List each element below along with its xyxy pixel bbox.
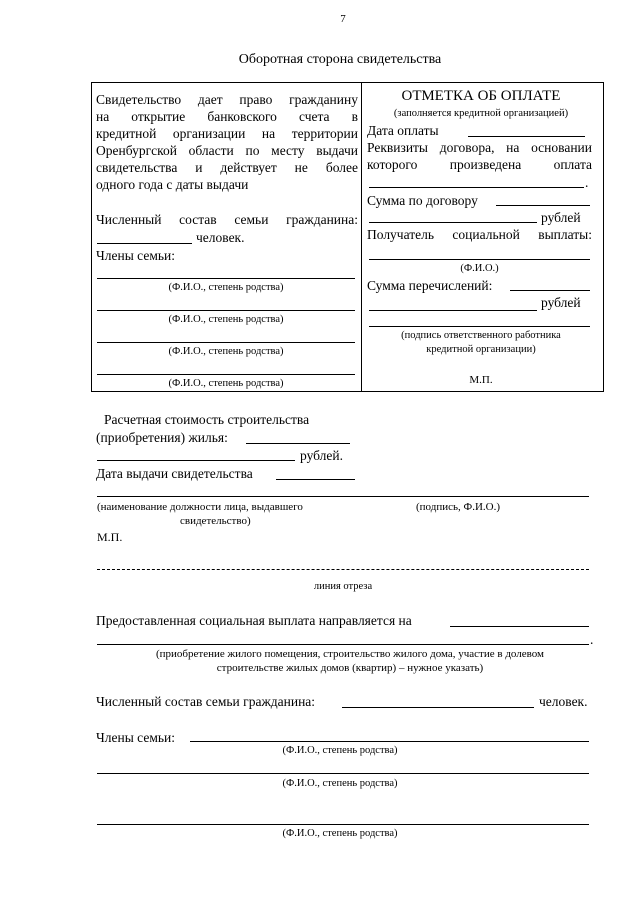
left-paragraph-line: Оренбургской области по месту выдачи [96, 143, 358, 158]
page-number: 7 [340, 13, 346, 25]
left-paragraph-line: одного года с даты выдачи [96, 177, 249, 192]
issuer-position-caption-2: свидетельство) [180, 515, 251, 527]
contract-sum-label: Сумма по договору [367, 193, 478, 208]
bottom-family-count-unit: человек. [539, 694, 588, 709]
issuer-stamp-label: М.П. [97, 530, 123, 544]
transfer-sum-unit: рублей [541, 295, 581, 310]
bank-stamp-label: М.П. [469, 374, 493, 386]
direction-field-b[interactable] [97, 644, 589, 645]
contract-details-line1: Реквизиты договора, на основании [367, 140, 592, 155]
cost-field-b[interactable] [97, 460, 295, 461]
contract-sum-field-b[interactable] [369, 222, 537, 223]
issuer-signature-field[interactable] [97, 496, 589, 497]
transfer-sum-label: Сумма перечислений: [367, 278, 493, 293]
bottom-member-field-1[interactable] [190, 741, 589, 742]
table-divider [361, 83, 362, 391]
issue-date-label: Дата выдачи свидетельства [96, 466, 253, 481]
left-member-caption-4: (Ф.И.О., степень родства) [168, 378, 284, 389]
left-member-field-2[interactable] [97, 310, 355, 311]
issuer-signature-caption: (подпись, Ф.И.О.) [416, 501, 500, 513]
bottom-members-label: Члены семьи: [96, 730, 175, 745]
left-family-count-unit: человек. [196, 230, 245, 245]
left-family-count-field[interactable] [97, 243, 192, 244]
cut-line [97, 569, 589, 570]
direction-end: . [590, 632, 594, 647]
bank-signature-caption-2: кредитной организации) [426, 344, 536, 355]
payment-date-label: Дата оплаты [367, 123, 439, 138]
recipient-caption: (Ф.И.О.) [460, 263, 499, 274]
left-member-field-4[interactable] [97, 374, 355, 375]
cut-line-label: линия отреза [313, 581, 373, 592]
direction-label: Предоставленная социальная выплата направляется на [96, 613, 412, 628]
page-heading: Оборотная сторона свидетельства [238, 52, 442, 67]
left-paragraph-line: свидетельства и действует не более [96, 160, 358, 175]
cost-label-line2: (приобретения) жилья: [96, 430, 228, 445]
direction-caption-1: (приобретение жилого помещения, строительство жилого дома, участие в долевом [155, 648, 545, 660]
recipient-label: Получатель социальной выплаты: [367, 227, 592, 242]
left-member-caption-2: (Ф.И.О., степень родства) [168, 314, 284, 325]
payment-mark-subtitle: (заполняется кредитной организацией) [393, 108, 569, 119]
issuer-position-caption-1: (наименование должности лица, выдавшего [97, 501, 303, 513]
left-family-count-label: Численный состав семьи гражданина: [96, 212, 358, 227]
left-paragraph [96, 91, 358, 193]
left-paragraph-line: Свидетельство дает право гражданину [96, 92, 358, 107]
recipient-field[interactable] [369, 259, 590, 260]
bottom-member-caption-3: (Ф.И.О., степень родства) [282, 828, 398, 839]
bank-signature-caption-1: (подпись ответственного работника [401, 330, 561, 341]
left-member-caption-1: (Ф.И.О., степень родства) [168, 282, 284, 293]
issue-date-field[interactable] [276, 479, 355, 480]
contract-details-end: . [585, 175, 589, 190]
left-member-field-3[interactable] [97, 342, 355, 343]
left-paragraph-line: кредитной организации на территории [96, 126, 358, 141]
cost-label-line1: Расчетная стоимость строительства [104, 412, 310, 427]
contract-sum-unit: рублей [541, 210, 581, 225]
contract-details-line2: которого произведена оплата [367, 157, 592, 172]
payment-date-field[interactable] [468, 136, 585, 137]
contract-details-field[interactable] [369, 187, 584, 188]
bottom-family-count-field[interactable] [342, 707, 534, 708]
payment-mark-title: ОТМЕТКА ОБ ОПЛАТЕ [401, 88, 561, 104]
direction-field-a[interactable] [450, 626, 589, 627]
bottom-member-caption-2: (Ф.И.О., степень родства) [282, 778, 398, 789]
left-member-caption-3: (Ф.И.О., степень родства) [168, 346, 284, 357]
bottom-member-field-3[interactable] [97, 824, 589, 825]
left-members-label: Члены семьи: [96, 248, 175, 263]
direction-caption-2: строительстве жилых домов (квартир) – нужное указать) [216, 662, 484, 674]
left-paragraph-line: на открытие банковского счета в [96, 109, 358, 124]
bottom-member-caption-1: (Ф.И.О., степень родства) [282, 745, 398, 756]
cost-unit: рублей. [300, 448, 344, 463]
transfer-sum-field-a[interactable] [510, 290, 590, 291]
contract-sum-field-a[interactable] [496, 205, 590, 206]
bottom-family-count-label: Численный состав семьи гражданина: [96, 694, 316, 709]
bank-signature-field[interactable] [369, 326, 590, 327]
transfer-sum-field-b[interactable] [369, 310, 537, 311]
bottom-member-field-2[interactable] [97, 773, 589, 774]
left-member-field-1[interactable] [97, 278, 355, 279]
cost-field-a[interactable] [246, 443, 350, 444]
